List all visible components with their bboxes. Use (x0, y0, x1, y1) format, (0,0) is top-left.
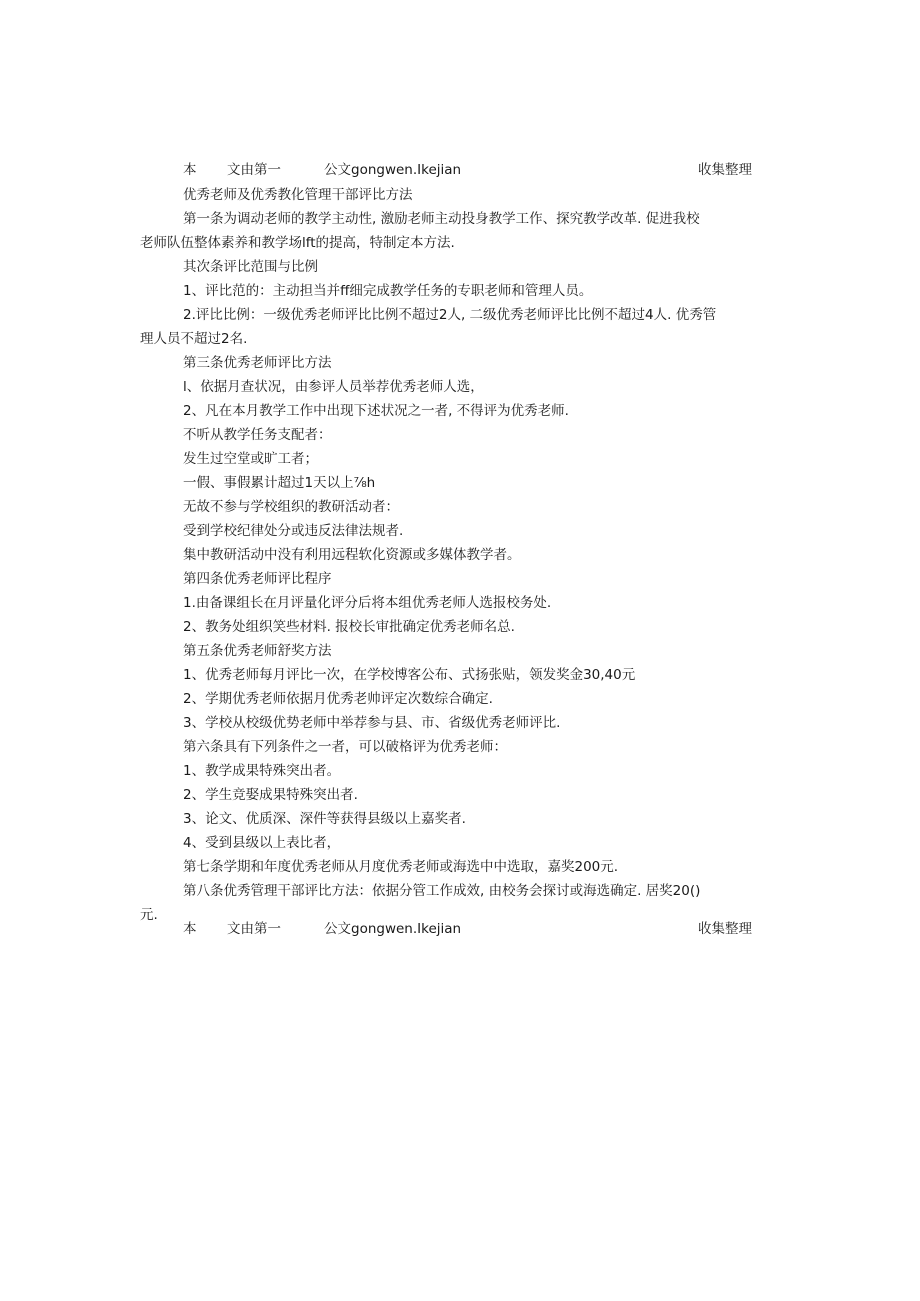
paragraph-line: 2.评比比例：一级优秀老师评比比例不超过2人, 二级优秀老师评比比例不超过4人. 优秀管 (183, 307, 717, 323)
paragraph-line: 1、评比范的：主动担当并ff细完成教学任务的专职老师和管理人员。 (183, 283, 593, 299)
list-item: 不听从教学任务支配者： (183, 427, 332, 443)
list-item: 一假、事假累计超过1天以上⅞h (183, 475, 376, 491)
paragraph-line: 1.由备课组长在月评量化评分后将本组优秀老师人选报校务处. (183, 595, 552, 611)
paragraph-line: 第七条学期和年度优秀老师从月度优秀老师或海选中中选取，嘉奖200元. (183, 859, 619, 875)
list-item: 2、学生竞娶成果特殊突出者. (183, 787, 358, 803)
section-heading: 第五条优秀老师舒奖方法 (183, 643, 332, 659)
header-source: 公文gongwen.Ikejian (324, 162, 462, 178)
paragraph-line: 第八条优秀管理干部评比方法：依据分管工作成效, 由校务会探讨或海选确定. 居奖20() (183, 883, 701, 899)
footer-text-2: 文由第一 (227, 921, 281, 937)
section-heading: 第三条优秀老师评比方法 (183, 355, 332, 371)
paragraph-line: 老师队伍整体素养和教学场lft的提高，特制定本方法. (140, 235, 455, 251)
paragraph-line: 2、凡在本月教学工作中出现下述状况之一者, 不得评为优秀老师. (183, 403, 569, 419)
header-text-1: 本 (183, 162, 197, 178)
footer-text-1: 本 (183, 921, 197, 937)
paragraph-line: 元. (140, 907, 158, 923)
paragraph-line: l、依据月查状况，由参评人员举荐优秀老师人选， (183, 379, 484, 395)
footer-source: 公文gongwen.Ikejian (324, 921, 462, 937)
section-heading: 第六条具有下列条件之一者，可以破格评为优秀老师： (183, 739, 507, 755)
paragraph-line: 2、教务处组织笑些材料. 报校长审批确定优秀老师名总. (183, 619, 515, 635)
paragraph-line: 理人员不超过2名. (140, 331, 248, 347)
paragraph-line: 1、优秀老师每月评比一次，在学校博客公布、式扬张贴，领发奖金30,40元 (183, 667, 636, 683)
list-item: 1、教学成果特殊突出者。 (183, 763, 341, 779)
header-text-2: 文由第一 (227, 162, 281, 178)
list-item: 无故不参与学校组织的教研活动者： (183, 499, 399, 515)
list-item: 发生过空堂或旷工者； (183, 451, 318, 467)
paragraph-line: 3、学校从校级优势老师中举荐参与县、市、省级优秀老师评比. (183, 715, 561, 731)
footer-text-4: 收集整理 (698, 921, 752, 937)
list-item: 3、论文、优质深、深件等获得县级以上嘉奖者. (183, 811, 466, 827)
paragraph-line: 2、学期优秀老师依据月优秀老帅评定次数综合确定. (183, 691, 493, 707)
list-item: 受到学校纪律处分或违反法律法规者. (183, 523, 404, 539)
list-item: 4、受到县级以上表比者， (183, 835, 341, 851)
paragraph-line: 第一条为调动老师的教学主动性, 激励老师主动投身教学工作、探究教学改革. 促进我校 (183, 211, 700, 227)
list-item: 集中教研活动中没有利用远程软化资源或多媒体教学者。 (183, 547, 521, 563)
document-title: 优秀老师及优秀教化管理干部评比方法 (183, 187, 413, 203)
header-text-4: 收集整理 (698, 162, 752, 178)
section-heading: 第四条优秀老师评比程序 (183, 571, 332, 587)
section-heading: 其次条评比范围与比例 (183, 259, 318, 275)
